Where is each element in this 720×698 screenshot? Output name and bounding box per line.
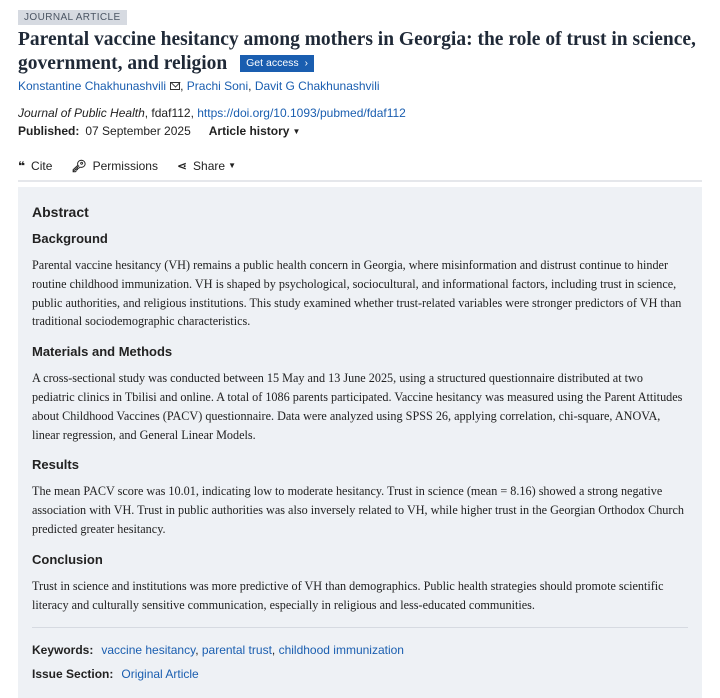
keywords-divider bbox=[32, 627, 688, 628]
abstract-panel bbox=[18, 187, 702, 698]
article-title-text: Parental vaccine hesitancy among mothers in Georgia: the role of trust in science, government, and religion bbox=[18, 29, 696, 74]
article-history-toggle[interactable] bbox=[209, 124, 301, 138]
keyword-link[interactable]: vaccine hesitancy bbox=[101, 643, 196, 657]
citation-line: Journal of Public Health, fdaf112, https://doi.org/10.1093/pubmed/fdaf112 bbox=[18, 106, 406, 120]
cite-label: Cite bbox=[31, 159, 53, 173]
issue-section-link[interactable]: Original Article bbox=[121, 667, 199, 681]
methods-heading: Materials and Methods bbox=[32, 344, 173, 360]
conclusion-heading: Conclusion bbox=[32, 551, 103, 567]
article-toolbar bbox=[18, 158, 255, 174]
share-icon: ⋖ bbox=[176, 159, 188, 173]
author-link[interactable]: Davit G Chakhunashvili bbox=[254, 79, 380, 93]
quote-icon: ❝ bbox=[18, 159, 26, 173]
key-icon: 🔑︎ bbox=[71, 159, 87, 173]
permissions-button[interactable] bbox=[71, 158, 158, 174]
keywords-row: Keywords: vaccine hesitancy, parental trust, childhood immunization bbox=[32, 643, 404, 657]
share-button[interactable] bbox=[177, 158, 236, 174]
issue-section-row bbox=[32, 666, 199, 682]
article-type-badge: JOURNAL ARTICLE bbox=[18, 10, 127, 25]
published-label: Published: bbox=[18, 124, 80, 138]
chevron-right-icon: › bbox=[304, 58, 309, 69]
doi-link[interactable]: https://doi.org/10.1093/pubmed/fdaf112 bbox=[197, 106, 406, 120]
get-access-label: Get access bbox=[246, 57, 299, 69]
get-access-button[interactable] bbox=[240, 55, 314, 72]
published-date: 07 September 2025 bbox=[85, 124, 191, 138]
background-text: Parental vaccine hesitancy (VH) remains a public health concern in Georgia, where misinformation and distrust continue to hinder routine childhood immunization. VH is shaped by psychological, sociocultural, and informational factors, including trust in science, public authorities, and religious institutions. This study examined whether trust-related variables were stronger predictors of VH than traditional sociodemographic characteristics. bbox=[32, 258, 682, 329]
permissions-label: Permissions bbox=[92, 159, 158, 173]
caret-down-icon: ▼ bbox=[292, 127, 301, 136]
methods-text: A cross-sectional study was conducted between 15 May and 13 June 2025, using a structured questionnaire distributed at two pediatric clinics in Tbilisi and online. A total of 1086 parents participated. Vaccine hesitancy was measured using the Parent Attitudes about Childhood Vaccines (PACV) questionnaire. Data were analyzed using SPSS 26, applying correlation, chi-square, ANOVA, linear regression, and General Linear Models. bbox=[32, 371, 683, 442]
mail-icon[interactable] bbox=[170, 82, 180, 90]
results-heading: Results bbox=[32, 457, 79, 473]
abstract-heading: Abstract bbox=[32, 204, 89, 220]
share-label: Share bbox=[193, 159, 226, 173]
article-id: fdaf112 bbox=[151, 106, 191, 120]
abstract-content bbox=[32, 203, 688, 614]
conclusion-text: Trust in science and institutions was more predictive of VH than demographics. Public health strategies should promote scientific literacy and culturally sensitive communication, especially in religious and less-educated communities. bbox=[32, 578, 664, 612]
caret-down-icon: ▼ bbox=[228, 161, 236, 170]
toolbar-divider bbox=[18, 180, 702, 182]
author-list: Konstantine Chakhunashvili , Prachi Soni, Davit G Chakhunashvili bbox=[18, 79, 380, 93]
keyword-link[interactable]: childhood immunization bbox=[278, 643, 404, 657]
background-heading: Background bbox=[32, 231, 108, 246]
publication-info bbox=[18, 123, 300, 140]
cite-button[interactable] bbox=[18, 158, 52, 174]
author-link[interactable]: Prachi Soni bbox=[186, 79, 249, 93]
journal-name: Journal of Public Health bbox=[18, 106, 145, 120]
keyword-link[interactable]: parental trust bbox=[201, 643, 272, 657]
author-link[interactable]: Konstantine Chakhunashvili bbox=[18, 79, 167, 93]
article-title bbox=[18, 28, 708, 76]
keywords-label: Keywords: bbox=[32, 643, 94, 657]
results-text: The mean PACV score was 10.01, indicating low to moderate hesitancy. Trust in science (mean = 8.16) showed a strong negative association with VH. Trust in public authorities was also inversely related to VH, while higher trust in the Georgian Orthodox Church predicted greater hesitancy. bbox=[32, 484, 684, 536]
issue-section-label: Issue Section: bbox=[32, 667, 114, 681]
article-history-label: Article history bbox=[208, 124, 290, 138]
